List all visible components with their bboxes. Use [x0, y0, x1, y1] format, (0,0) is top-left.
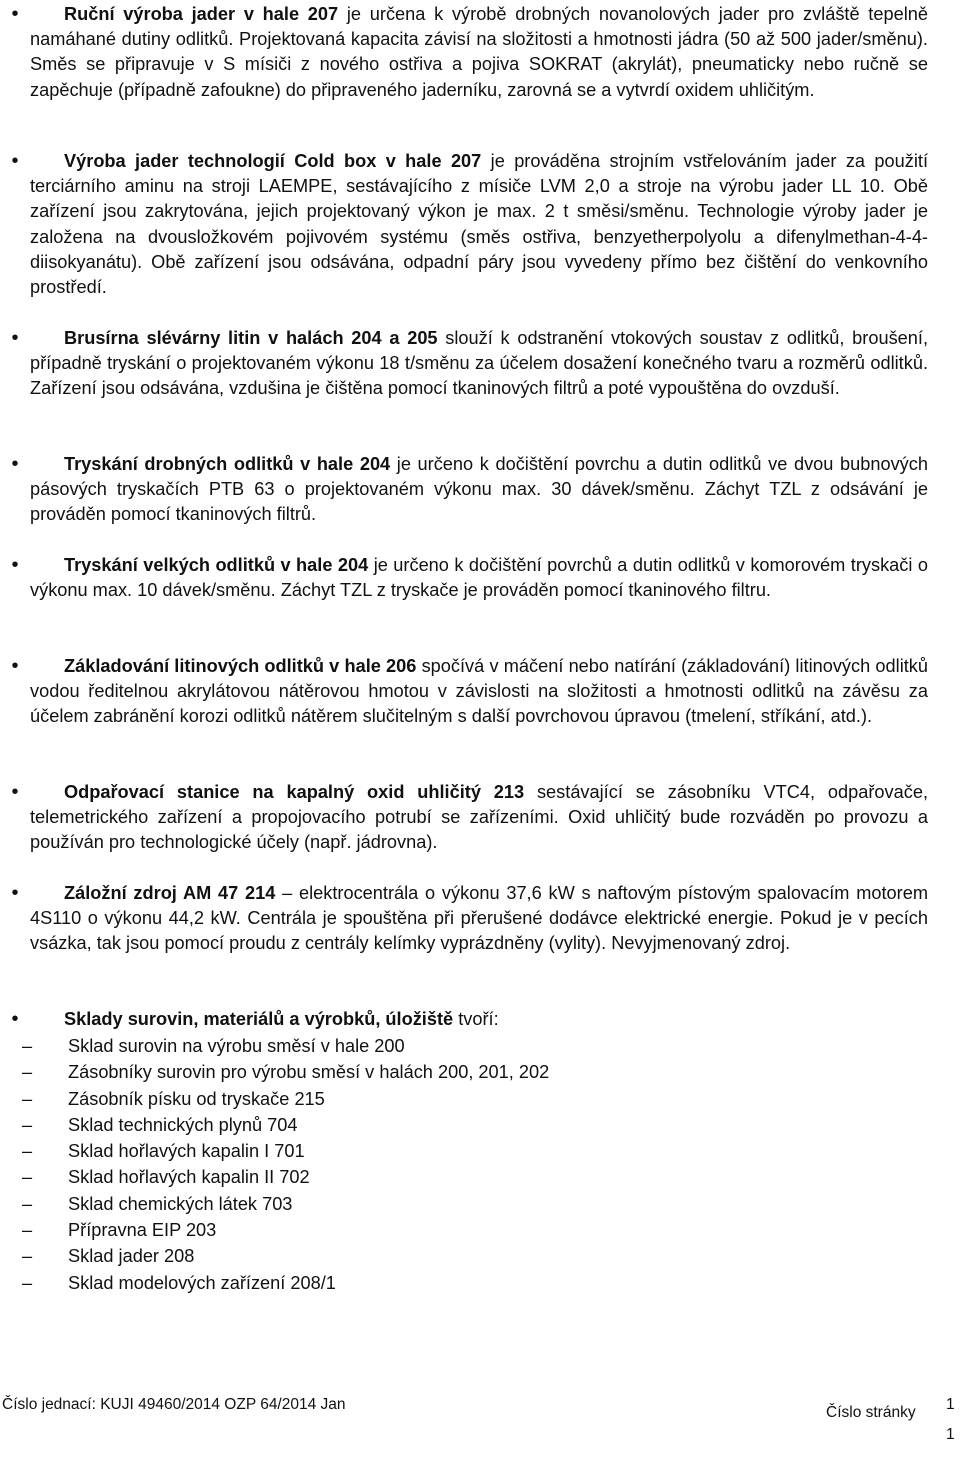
- paragraph-heading: Odpařovací stanice na kapalný oxid uhličitý 213: [64, 782, 525, 802]
- dash-icon: –: [22, 1193, 33, 1214]
- paragraph-heading: Základování litinových odlitků v hale 206: [64, 656, 417, 676]
- bullet-icon: •: [11, 150, 19, 172]
- list-item: – Sklad jader 208: [0, 1243, 960, 1269]
- paragraph-heading: Tryskání drobných odlitků v hale 204: [64, 454, 391, 474]
- paragraph-body: sestávající se zásobníku VTC4, odpařovače, telemetrického zařízení a propojovacího potrubí se zařízeními. Oxid uhličitý bude rozváděn po provozu a používán pro technologické účely (např. jádrovna).: [30, 782, 928, 853]
- bullet-icon: •: [11, 554, 19, 576]
- paragraph-body: spočívá v máčení nebo natírání (základování) litinových odlitků vodou ředitelnou akrylátovou nátěrovou hmotou v závislosti na složitosti a hmotnosti odlitků na závěsu za účelem zabránění korozi odlitků nátěrem slučitelným s další povrchovou úpravou (tmelení, stříkání, atd.).: [30, 656, 928, 727]
- list-item: – Zásobník písku od tryskače 215: [0, 1086, 960, 1112]
- list-item: – Sklad hořlavých kapalin II 702: [0, 1164, 960, 1190]
- page-number-label: Číslo stránky: [826, 1404, 916, 1421]
- paragraph-rucni-vyroba: [0, 2, 960, 103]
- bullet-icon: •: [11, 781, 19, 803]
- paragraph-sklady: [0, 1007, 960, 1032]
- paragraph-body: slouží k odstranění vtokových soustav z odlitků, broušení, případně tryskání o projektovaném výkonu 18 t/směnu za účelem dosažení konečného tvaru a rozměrů odlitků. Zařízení jsou odsávána, vzdušina je čištěna pomocí tkaninových filtrů a poté vypouštěna do ovzduší.: [30, 328, 928, 399]
- reference-number: Číslo jednací: KUJI 49460/2014 OZP 64/2014 Jan: [2, 1396, 346, 1413]
- list-item: – Sklad technických plynů 704: [0, 1112, 960, 1138]
- paragraph-heading: Ruční výroba jader v hale 207: [64, 4, 339, 24]
- page-total: 1: [946, 1426, 955, 1443]
- bullet-icon: •: [11, 453, 19, 475]
- paragraph-heading: Sklady surovin, materiálů a výrobků, úložiště: [64, 1009, 454, 1029]
- list-item: – Sklad hořlavých kapalin I 701: [0, 1138, 960, 1164]
- paragraph-body: je určeno k dočištění povrchů a dutin odlitků v komorovém tryskači o výkonu max. 10 dávek/směnu. Záchyt TZL z tryskače je prováděn pomocí tkaninového filtru.: [30, 555, 928, 601]
- paragraph-brusirna: [0, 326, 960, 402]
- dash-icon: –: [22, 1167, 33, 1188]
- storage-list: [0, 1033, 960, 1296]
- paragraph-tryskani-drobnych: [0, 452, 960, 528]
- paragraph-body: je prováděna strojním vstřelováním jader za použití terciárního aminu na stroji LAEMPE, sestávajícího z mísiče LVM 2,0 a stroje na výrobu jader LL 10. Obě zařízení jsou zakrytována, jejich projektovaný výkon je max. 2 t směsi/směnu. Technologie výroby jader je založena na dvousložkovém pojivovém systému (směs ostřiva, benzyetherpolyolu a difenylmethan-4-4-diisokyanátu). Obě zařízení jsou odsávána, odpadní páry jsou vyvedeny přímo bez čištění do venkovního prostředí.: [30, 151, 928, 298]
- paragraph-heading: Výroba jader technologií Cold box v hale 207: [64, 151, 482, 171]
- dash-icon: –: [22, 1246, 33, 1267]
- paragraph-body: je určeno k dočištění povrchu a dutin odlitků ve dvou bubnových pásových tryskačích PTB 63 o projektovaném výkonu max. 30 dávek/směnu. Záchyt TZL z odsávání je prováděn pomocí tkaninových filtrů.: [30, 454, 928, 525]
- dash-icon: –: [22, 1036, 33, 1056]
- list-item: – Sklad chemických látek 703: [0, 1191, 960, 1217]
- paragraph-body: – elektrocentrála o výkonu 37,6 kW s naftovým pístovým spalovacím motorem 4S110 o výkonu 44,2 kW. Centrála je spouštěna při přerušené dodávce elektrické energie. Pokud je v pecích vsázka, tak jsou pomocí proudu z centrály kelímky vyprázdněny (vylity). Nevyjmenovaný zdroj.: [30, 883, 928, 954]
- paragraph-body: tvoří:: [453, 1009, 499, 1029]
- list-item: – Sklad surovin na výrobu směsí v hale 200: [0, 1033, 960, 1059]
- paragraph-odparovaci-stanice: [0, 780, 960, 856]
- paragraph-zalozni-zdroj: [0, 881, 960, 957]
- paragraph-heading: Tryskání velkých odlitků v hale 204: [64, 555, 369, 575]
- bullet-icon: •: [11, 1008, 19, 1030]
- paragraph-heading: Brusírna slévárny litin v halách 204 a 205: [64, 328, 438, 348]
- dash-icon: –: [22, 1141, 33, 1162]
- bullet-icon: •: [11, 882, 19, 904]
- list-item: – Zásobníky surovin pro výrobu směsí v halách 200, 201, 202: [0, 1059, 960, 1085]
- paragraph-body: je určena k výrobě drobných novanolových jader pro zvláště tepelně namáhané dutiny odlitků. Projektovaná kapacita závisí na složitosti a hmotnosti jádra (50 až 500 jader/směnu). Směs se připravuje v S mísiči z nového ostřiva a pojiva SOKRAT (akrylát), pneumaticky nebo ručně se zapěchuje (případně zafoukne) do připraveného jaderníku, zarovná se a vytvrdí oxidem uhličitým.: [30, 4, 928, 100]
- list-item: – Sklad modelových zařízení 208/1: [0, 1270, 960, 1296]
- dash-icon: –: [22, 1272, 33, 1293]
- bullet-icon: •: [11, 3, 19, 25]
- dash-icon: –: [22, 1062, 33, 1083]
- dash-icon: –: [22, 1220, 33, 1241]
- bullet-icon: •: [11, 327, 19, 349]
- paragraph-zakladovani: [0, 654, 960, 730]
- dash-icon: –: [22, 1088, 33, 1109]
- paragraph-tryskani-velkych: [0, 553, 960, 603]
- paragraph-heading: Záložní zdroj AM 47 214: [64, 883, 276, 903]
- dash-icon: –: [22, 1114, 33, 1135]
- paragraph-cold-box: [0, 149, 960, 300]
- bullet-icon: •: [11, 655, 19, 677]
- page-number: 1: [946, 1396, 955, 1413]
- list-item: – Přípravna EIP 203: [0, 1217, 960, 1243]
